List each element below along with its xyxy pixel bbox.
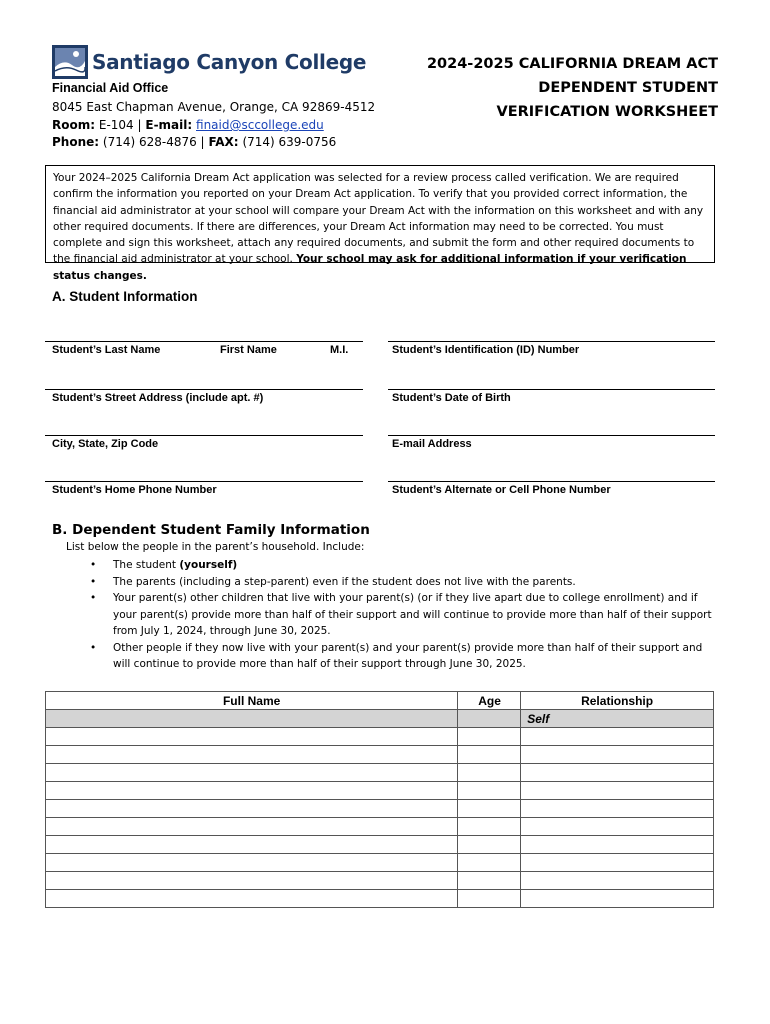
full-name-cell[interactable] <box>46 836 458 854</box>
full-name-cell[interactable] <box>46 854 458 872</box>
age-cell[interactable] <box>458 782 521 800</box>
city-field-line <box>45 435 363 436</box>
table-row <box>46 782 714 800</box>
table-row <box>46 710 714 728</box>
alt-phone-field[interactable]: Student’s Alternate or Cell Phone Number <box>392 484 611 496</box>
age-cell[interactable] <box>458 872 521 890</box>
college-name: Santiago Canyon College <box>92 50 367 74</box>
phone-fax-line <box>52 135 336 149</box>
table-row <box>46 818 714 836</box>
relationship-cell[interactable] <box>521 854 714 872</box>
table-row <box>46 890 714 908</box>
room-value: E-104 | <box>98 118 142 132</box>
full-name-cell[interactable] <box>46 728 458 746</box>
bullet-text: Your parent(s) other children that live with your parent(s) (or if they live apart due to college enrollment) and if your parent(s) provide more than half of their support and will continue to provide more than half of their support from July 1, 2024, through June 30, 2025. <box>113 592 712 637</box>
table-row <box>46 836 714 854</box>
full-name-cell[interactable] <box>46 872 458 890</box>
college-logo-icon <box>52 45 88 79</box>
city-state-zip-field[interactable]: City, State, Zip Code <box>52 438 159 450</box>
age-header: Age <box>458 692 521 710</box>
alt-phone-field-line <box>388 481 715 482</box>
list-intro: List below the people in the parent’s household. Include: <box>66 541 365 553</box>
relationship-header: Relationship <box>521 692 714 710</box>
room-label: Room: <box>52 118 96 132</box>
full-name-cell[interactable] <box>46 764 458 782</box>
full-name-cell[interactable] <box>46 818 458 836</box>
title-line-3: VERIFICATION WORKSHEET <box>496 104 718 120</box>
street-field-line <box>45 389 363 390</box>
email-label: E-mail: <box>145 118 193 132</box>
age-cell[interactable] <box>458 854 521 872</box>
fax-value: (714) 639-0756 <box>242 135 337 149</box>
first-name-field[interactable]: First Name <box>220 344 277 356</box>
intro-bold-text: Your school may ask for additional information if your verification status changes. <box>53 253 687 282</box>
home-phone-field-line <box>45 481 363 482</box>
student-id-field[interactable]: Student’s Identification (ID) Number <box>392 344 580 356</box>
email-link[interactable]: finaid@sccollege.edu <box>196 118 324 132</box>
relationship-cell[interactable] <box>521 764 714 782</box>
bullet-icon: • <box>90 559 97 571</box>
relationship-cell[interactable] <box>521 890 714 908</box>
title-line-2: DEPENDENT STUDENT <box>538 80 718 96</box>
bullet-icon: • <box>90 592 97 604</box>
relationship-cell[interactable] <box>521 836 714 854</box>
table-row <box>46 746 714 764</box>
section-b-title: B. Dependent Student Family Information <box>52 522 370 538</box>
dob-field-line <box>388 389 715 390</box>
bullet-icon: • <box>90 641 97 654</box>
table-row <box>46 854 714 872</box>
room-email-line <box>52 118 324 132</box>
age-cell[interactable] <box>458 800 521 818</box>
bullet-list <box>90 557 720 673</box>
bullet-text: The parents (including a step-parent) even if the student does not live with the parents. <box>113 575 576 588</box>
table-header-row <box>46 692 714 710</box>
office-name: Financial Aid Office <box>52 81 169 95</box>
list-item <box>90 640 720 673</box>
relationship-cell[interactable] <box>521 782 714 800</box>
intro-box <box>45 165 715 282</box>
email-field-line <box>388 435 715 436</box>
age-cell[interactable] <box>458 890 521 908</box>
last-name-field[interactable]: Student’s Last Name <box>52 344 161 356</box>
relationship-cell[interactable] <box>521 746 714 764</box>
office-address: 8045 East Chapman Avenue, Orange, CA 92869-4512 <box>52 100 376 114</box>
bullet-bold-text: (yourself) <box>179 559 238 571</box>
home-phone-field[interactable]: Student’s Home Phone Number <box>52 484 217 496</box>
age-cell[interactable] <box>458 710 521 728</box>
id-field-line <box>388 341 715 342</box>
phone-label: Phone: <box>52 135 100 149</box>
list-item <box>90 590 720 640</box>
full-name-cell[interactable] <box>46 890 458 908</box>
table-row <box>46 728 714 746</box>
bullet-icon: • <box>90 575 97 588</box>
fax-label: FAX: <box>208 135 239 149</box>
table-row <box>46 764 714 782</box>
date-of-birth-field[interactable]: Student’s Date of Birth <box>392 392 511 404</box>
full-name-cell[interactable] <box>46 800 458 818</box>
age-cell[interactable] <box>458 746 521 764</box>
document-title <box>388 52 718 124</box>
bullet-text: The student <box>113 559 180 571</box>
full-name-header: Full Name <box>46 692 458 710</box>
name-field-line <box>45 341 363 342</box>
email-address-field[interactable]: E-mail Address <box>392 438 472 450</box>
relationship-cell[interactable] <box>521 728 714 746</box>
list-item <box>90 557 720 574</box>
full-name-cell[interactable] <box>46 746 458 764</box>
relationship-cell[interactable] <box>521 872 714 890</box>
mi-field[interactable]: M.I. <box>330 344 349 356</box>
age-cell[interactable] <box>458 764 521 782</box>
relationship-self-cell: Self <box>521 710 714 728</box>
bullet-text: Other people if they now live with your parent(s) and your parent(s) provide more than half of their support and will continue to provide more than half of their support through June 30, 2025. <box>113 641 703 670</box>
full-name-cell[interactable] <box>46 782 458 800</box>
intro-text: Your 2024–2025 California Dream Act application was selected for a review process called verification. We are required confirm the information you reported on your Dream Act application. To verify that you provided correct information, the financial aid administrator at your school will compare your Dream Act with the information on this worksheet and with any other required documents. If there are differences, your Dream Act information may need to be corrected. You must complete and sign this worksheet, attach any required documents, and submit the form and other required documents to the financial aid administrator at your school. <box>53 172 704 266</box>
age-cell[interactable] <box>458 818 521 836</box>
street-address-field[interactable]: Student’s Street Address (include apt. #) <box>52 392 264 404</box>
relationship-cell[interactable] <box>521 800 714 818</box>
list-item <box>90 574 720 591</box>
family-table <box>45 691 714 908</box>
phone-value: (714) 628-4876 | <box>102 135 205 149</box>
full-name-cell[interactable] <box>46 710 458 728</box>
title-line-1: 2024-2025 CALIFORNIA DREAM ACT <box>426 56 718 72</box>
table-row <box>46 872 714 890</box>
section-a-title: A. Student Information <box>52 289 198 304</box>
table-row <box>46 800 714 818</box>
age-cell[interactable] <box>458 728 521 746</box>
age-cell[interactable] <box>458 836 521 854</box>
relationship-cell[interactable] <box>521 818 714 836</box>
